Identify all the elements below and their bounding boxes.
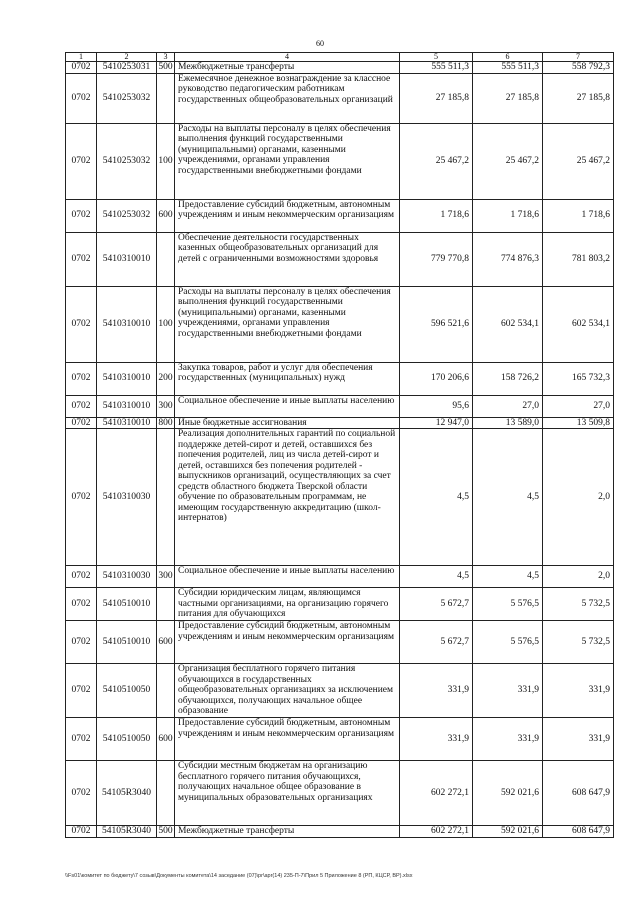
amount-year3-cell: 558 792,3 xyxy=(543,62,614,74)
table-row xyxy=(66,588,614,621)
expense-type-cell: 600 xyxy=(157,199,175,232)
amount-year2-cell: 555 511,3 xyxy=(473,62,543,74)
target-article-cell: 5410253032 xyxy=(97,123,157,199)
amount-year1-cell: 331,9 xyxy=(400,664,473,718)
amount-year3-cell: 608 647,9 xyxy=(543,826,614,838)
column-number: 7 xyxy=(543,53,614,62)
expense-type-cell: 500 xyxy=(158,62,173,72)
amount-year1-cell: 4,5 xyxy=(400,566,473,588)
expense-type-cell: 100 xyxy=(157,123,175,199)
amount-year2-cell: 4,5 xyxy=(473,566,543,588)
target-article-cell: 5410310010 xyxy=(97,232,157,286)
section-code-cell: 0702 xyxy=(66,232,97,286)
amount-year3-cell: 781 803,2 xyxy=(543,232,614,286)
section-code-cell: 0702 xyxy=(66,429,97,566)
table-row xyxy=(66,664,614,718)
expense-type-cell: 200 xyxy=(157,362,175,395)
amount-year3-cell: 13 509,8 xyxy=(543,417,614,429)
section-code-cell: 0702 xyxy=(66,826,97,838)
item-name-cell: Иные бюджетные ассигнования xyxy=(175,417,400,429)
amount-year3-cell: 331,9 xyxy=(543,718,614,761)
item-name-cell: Субсидии местным бюджетам на организацию бесплатного горячего питания обучающихся, получающих начальное общее образование в муниципальных образовательных организациях xyxy=(175,761,400,826)
table-row xyxy=(66,826,614,838)
amount-year1-cell: 170 206,6 xyxy=(400,362,473,395)
amount-year1-cell: 555 511,3 xyxy=(400,62,473,74)
item-name-cell: Ежемесячное денежное вознаграждение за классное руководство педагогическим работникам государственных общеобразовательных организаций xyxy=(175,73,400,123)
table-row xyxy=(66,429,614,566)
table-row xyxy=(66,621,614,664)
amount-year2-cell: 774 876,3 xyxy=(473,232,543,286)
expense-type-cell xyxy=(157,232,175,286)
amount-year3-cell: 331,9 xyxy=(543,664,614,718)
amount-year3-cell: 5 732,5 xyxy=(543,621,614,664)
amount-year2-cell: 331,9 xyxy=(473,664,543,718)
target-article-cell: 5410310030 xyxy=(97,566,157,588)
table-row xyxy=(66,718,614,761)
amount-year1-cell: 596 521,6 xyxy=(400,286,473,362)
column-number: 4 xyxy=(175,53,400,62)
section-code-cell: 0702 xyxy=(66,395,97,417)
amount-year1-cell: 1 718,6 xyxy=(400,199,473,232)
section-code-cell: 0702 xyxy=(66,199,97,232)
expense-type-cell: 600 xyxy=(157,621,175,664)
target-article-cell: 5410253031 xyxy=(97,62,157,74)
target-article-cell: 5410510050 xyxy=(97,664,157,718)
item-name-cell: Межбюджетные трансферты xyxy=(175,62,400,74)
target-article-cell: 5410253032 xyxy=(97,73,157,123)
target-article-cell: 5410310010 xyxy=(97,395,157,417)
page-number: 60 xyxy=(316,39,324,48)
amount-year2-cell: 1 718,6 xyxy=(473,199,543,232)
expense-type-cell xyxy=(157,588,175,621)
amount-year1-cell: 331,9 xyxy=(400,718,473,761)
amount-year2-cell: 602 534,1 xyxy=(473,286,543,362)
amount-year3-cell: 608 647,9 xyxy=(543,761,614,826)
table-row xyxy=(66,761,614,826)
target-article-cell: 54105R3040 xyxy=(97,761,157,826)
column-number: 5 xyxy=(400,53,473,62)
column-number: 6 xyxy=(473,53,543,62)
expense-type-cell: 800 xyxy=(158,417,173,428)
amount-year2-cell: 331,9 xyxy=(473,718,543,761)
amount-year2-cell: 5 576,5 xyxy=(473,588,543,621)
column-number: 1 xyxy=(66,53,97,62)
item-name-cell: Предоставление субсидий бюджетным, автономным учреждениям и иным некоммерческим организациям xyxy=(175,621,400,664)
amount-year3-cell: 1 718,6 xyxy=(543,199,614,232)
amount-year1-cell: 5 672,7 xyxy=(400,621,473,664)
target-article-cell: 5410510010 xyxy=(97,621,157,664)
amount-year1-cell: 27 185,8 xyxy=(400,73,473,123)
table-row xyxy=(66,199,614,232)
amount-year2-cell: 158 726,2 xyxy=(473,362,543,395)
expense-type-cell: 500 xyxy=(158,826,173,836)
amount-year2-cell: 592 021,6 xyxy=(473,761,543,826)
table-row xyxy=(66,395,614,417)
expense-type-cell xyxy=(157,73,175,123)
item-name-cell: Организация бесплатного горячего питания обучающихся в государственных общеобразовательных организациях за исключением обучающихся, получающих начальное общее образование xyxy=(175,664,400,718)
item-name-cell: Социальное обеспечение и иные выплаты населению xyxy=(175,395,400,417)
amount-year3-cell: 602 534,1 xyxy=(543,286,614,362)
table-row xyxy=(66,286,614,362)
table-row xyxy=(66,62,614,74)
column-number: 2 xyxy=(97,53,157,62)
section-code-cell: 0702 xyxy=(66,588,97,621)
expense-type-cell: 300 xyxy=(157,566,175,588)
amount-year3-cell: 2,0 xyxy=(543,566,614,588)
amount-year3-cell: 27 185,8 xyxy=(543,73,614,123)
section-code-cell: 0702 xyxy=(66,286,97,362)
item-name-cell: Расходы на выплаты персоналу в целях обеспечения выполнения функций государственными (муниципальными) органами, казенными учреждениями, органами управления государственными внебюджетными фондами xyxy=(175,286,400,362)
table-row xyxy=(66,566,614,588)
expense-type-cell: 300 xyxy=(157,395,175,417)
table-row xyxy=(66,362,614,395)
amount-year3-cell: 165 732,3 xyxy=(543,362,614,395)
amount-year3-cell: 5 732,5 xyxy=(543,588,614,621)
amount-year1-cell: 12 947,0 xyxy=(400,417,473,429)
file-path-footer: \\Fs01\комитет по бюджету\7 созыв\Документы комитета\14 заседание (07)\pr\apr(14) 235-П-7\Прил 5 Приложение 8 (РП, КЦСР, ВР).xlsx xyxy=(65,873,413,879)
budget-table xyxy=(65,52,614,838)
amount-year1-cell: 25 467,2 xyxy=(400,123,473,199)
amount-year2-cell: 25 467,2 xyxy=(473,123,543,199)
target-article-cell: 5410510010 xyxy=(97,588,157,621)
item-name-cell: Субсидии юридическим лицам, являющимся частными организациями, на организацию горячего питания для обучающихся xyxy=(175,588,400,621)
item-name-cell: Социальное обеспечение и иные выплаты населению xyxy=(175,566,400,588)
expense-type-cell xyxy=(157,761,175,826)
section-code-cell: 0702 xyxy=(66,621,97,664)
amount-year1-cell: 4,5 xyxy=(400,429,473,566)
section-code-cell: 0702 xyxy=(66,664,97,718)
target-article-cell: 5410510050 xyxy=(97,718,157,761)
target-article-cell: 5410310010 xyxy=(97,286,157,362)
amount-year1-cell: 602 272,1 xyxy=(400,826,473,838)
item-name-cell: Межбюджетные трансферты xyxy=(175,826,400,838)
expense-type-cell xyxy=(157,664,175,718)
target-article-cell: 5410310030 xyxy=(97,429,157,566)
item-name-cell: Обеспечение деятельности государственных казенных общеобразовательных организаций для детей с ограниченными возможностями здоровья xyxy=(175,232,400,286)
amount-year3-cell: 27,0 xyxy=(543,395,614,417)
amount-year1-cell: 95,6 xyxy=(400,395,473,417)
section-code-cell: 0702 xyxy=(66,417,97,429)
table-row xyxy=(66,417,614,429)
section-code-cell: 0702 xyxy=(66,73,97,123)
item-name-cell: Расходы на выплаты персоналу в целях обеспечения выполнения функций государственными (муниципальными) органами, казенными учреждениями, органами управления государственными внебюджетными фондами xyxy=(175,123,400,199)
target-article-cell: 5410253032 xyxy=(97,199,157,232)
item-name-cell: Закупка товаров, работ и услуг для обеспечения государственных (муниципальных) нужд xyxy=(175,362,400,395)
target-article-cell: 54105R3040 xyxy=(97,826,157,838)
section-code-cell: 0702 xyxy=(66,62,97,74)
section-code-cell: 0702 xyxy=(66,362,97,395)
amount-year2-cell: 592 021,6 xyxy=(473,826,543,838)
amount-year2-cell: 27 185,8 xyxy=(473,73,543,123)
table-row xyxy=(66,123,614,199)
column-number: 3 xyxy=(157,53,175,62)
item-name-cell: Предоставление субсидий бюджетным, автономным учреждениям и иным некоммерческим организациям xyxy=(175,199,400,232)
item-name-cell: Предоставление субсидий бюджетным, автономным учреждениям и иным некоммерческим организациям xyxy=(175,718,400,761)
amount-year2-cell: 13 589,0 xyxy=(473,417,543,429)
amount-year2-cell: 4,5 xyxy=(473,429,543,566)
expense-type-cell xyxy=(157,429,175,566)
section-code-cell: 0702 xyxy=(66,718,97,761)
expense-type-cell: 100 xyxy=(157,286,175,362)
amount-year3-cell: 2,0 xyxy=(543,429,614,566)
amount-year3-cell: 25 467,2 xyxy=(543,123,614,199)
target-article-cell: 5410310010 xyxy=(97,362,157,395)
amount-year2-cell: 5 576,5 xyxy=(473,621,543,664)
section-code-cell: 0702 xyxy=(66,566,97,588)
amount-year2-cell: 27,0 xyxy=(473,395,543,417)
table-row xyxy=(66,232,614,286)
amount-year1-cell: 779 770,8 xyxy=(400,232,473,286)
expense-type-cell: 600 xyxy=(157,718,175,761)
item-name-cell: Реализация дополнительных гарантий по социальной поддержке детей-сирот и детей, оставшихся без попечения родителей, лиц из числа детей-сирот и детей, оставшихся без попечения родителей - выпускников организаций, осуществляющих за счет средств областного бюджета Тверской области обучение по образовательным программам, не имеющим государственную аккредитацию (школ-интернатов) xyxy=(175,429,400,566)
amount-year1-cell: 602 272,1 xyxy=(400,761,473,826)
section-code-cell: 0702 xyxy=(66,761,97,826)
amount-year1-cell: 5 672,7 xyxy=(400,588,473,621)
section-code-cell: 0702 xyxy=(66,123,97,199)
target-article-cell: 5410310010 xyxy=(97,417,157,429)
table-row xyxy=(66,73,614,123)
column-number-row xyxy=(66,53,614,62)
